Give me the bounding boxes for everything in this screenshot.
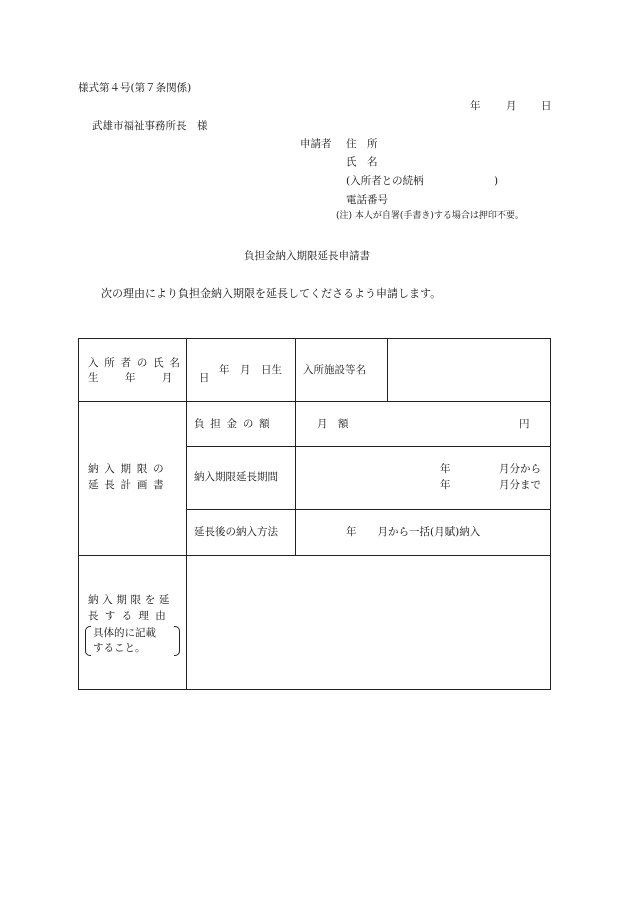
birth-date-field[interactable]: 年 月 日生 [219, 364, 282, 376]
reason-note-line1: 具体的に記載 [93, 627, 156, 639]
period-from-year: 年 [440, 463, 451, 475]
col-divider-3 [387, 339, 388, 401]
form-number: 様式第４号(第７条関係) [78, 82, 192, 94]
reason-label-line2: 長する理由 [88, 610, 172, 622]
signature-note: (注) 本人が自署(手書き)する場合は押印不要。 [336, 211, 524, 221]
relation-close-paren: ) [494, 175, 499, 187]
reason-label-line1: 納入期限を延 [88, 594, 174, 606]
name-label: 氏 名 [346, 156, 378, 168]
row-divider-1 [79, 401, 550, 402]
period-from-month: 月分から [499, 463, 541, 475]
payment-method-label: 延長後の納入方法 [194, 526, 278, 538]
period-label: 納入期限延長期間 [194, 471, 278, 483]
row-divider-4 [79, 555, 550, 556]
date-day-label: 日 [541, 100, 552, 112]
right-bracket [174, 626, 180, 656]
address-label: 住 所 [346, 138, 378, 150]
monthly-amount-field[interactable] [379, 413, 514, 435]
date-year-label: 年 [470, 100, 481, 112]
facility-label: 入所施設等名 [303, 364, 366, 376]
reason-note [85, 625, 180, 657]
date-month-label: 月 [506, 100, 517, 112]
row-divider-2 [186, 446, 550, 447]
yen-label: 円 [519, 418, 530, 430]
period-to-year: 年 [440, 479, 451, 491]
phone-label: 電話番号 [346, 194, 388, 206]
payment-method-value[interactable]: 年 月から一括(月賦)納入 [346, 526, 481, 538]
birth-date-label: 生 年 月 日 [88, 372, 221, 384]
reason-note-line2: すること。 [93, 642, 146, 654]
period-to-month: 月分まで [499, 479, 541, 491]
document-title: 負担金納入期限延長申請書 [244, 250, 370, 262]
reason-field[interactable] [194, 564, 544, 682]
row-divider-3 [186, 509, 550, 510]
relation-label: (入所者との続柄 [346, 175, 424, 187]
left-bracket [85, 626, 91, 656]
addressee: 武雄市福祉事務所長 様 [92, 120, 208, 132]
intro-text: 次の理由により負担金納入期限を延長してくださるよう申請します。 [101, 287, 442, 300]
facility-name-field[interactable] [395, 359, 540, 381]
application-table [78, 338, 551, 690]
col-divider-1 [186, 339, 187, 689]
col-divider-2 [295, 339, 296, 555]
resident-name-label: 入所者の氏名 [88, 357, 186, 369]
monthly-amount-label: 月 額 [317, 418, 349, 430]
plan-label-line1: 納入期限の [88, 463, 170, 475]
applicant-label: 申請者 [300, 138, 332, 150]
amount-label: 負担金の額 [194, 418, 276, 430]
plan-label-line2: 延長計画書 [88, 479, 170, 491]
